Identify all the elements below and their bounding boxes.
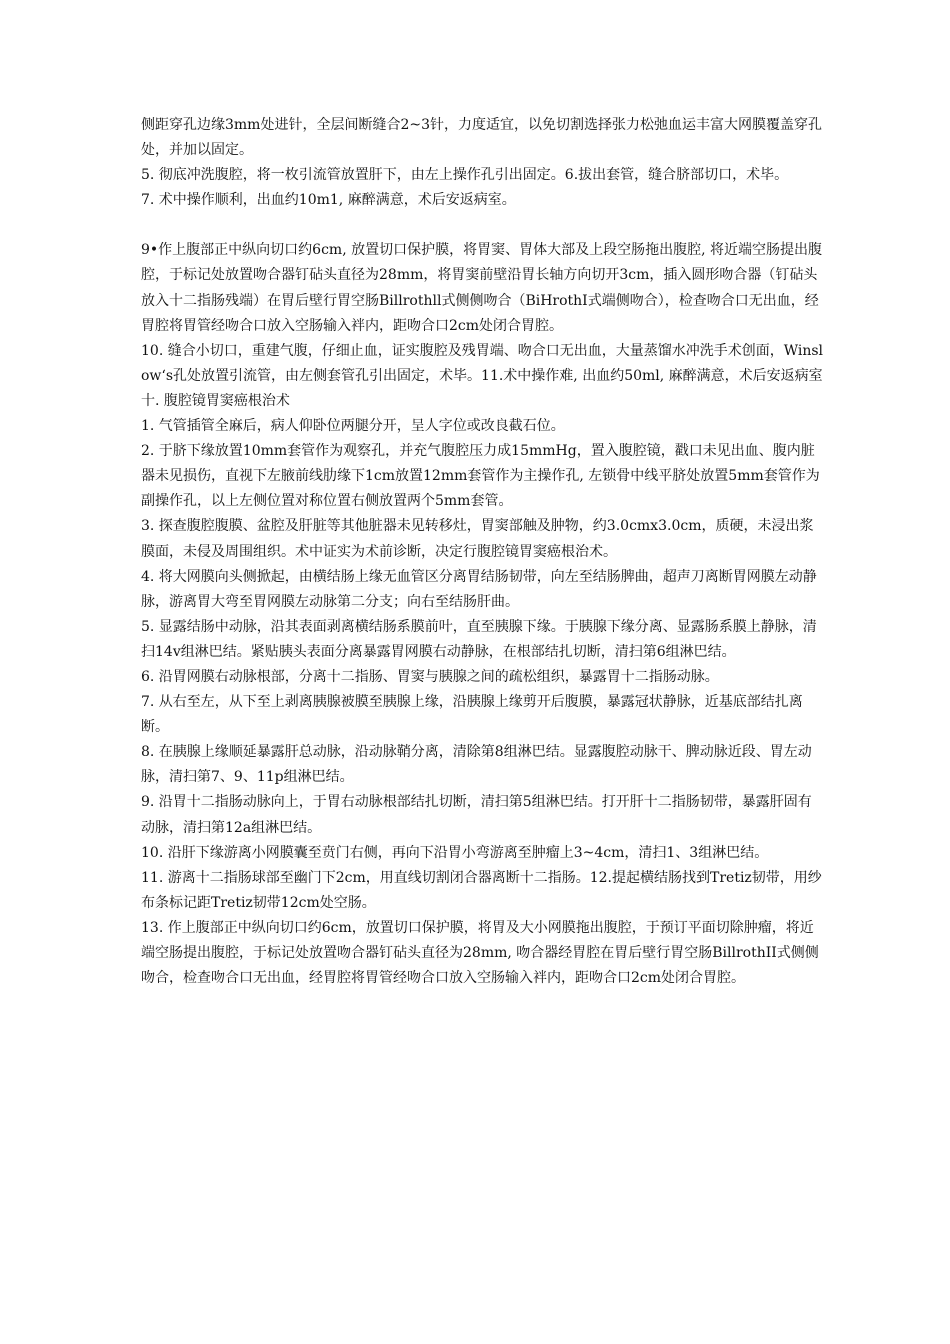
section-heading: 十. 腹腔镜胃窦癌根治术 <box>141 392 290 409</box>
paragraph-item-4: 4. 将大网膜向头侧掀起，由横结肠上缘无血管区分离胃结肠韧带，向左至结肠脾曲，超声刀离断胃网膜左动静脉，游离胃大弯至胃网膜左动脉第二分支；向右至结肠肝曲。 <box>141 568 817 610</box>
paragraph-suture-perforation: 侧距穿孔边缘3mm处进针，全层间断缝合2~3针，力度适宜，以免切割选择张力松弛血运丰富大网膜覆盖穿孔处，并加以固定。 <box>141 117 823 159</box>
document-body <box>141 113 824 991</box>
paragraph-item-10: 10. 沿肝下缘游离小网膜囊至贲门右侧，再向下沿胃小弯游离至肿瘤上3~4cm，清扫1、3组淋巴结。 <box>141 844 769 861</box>
paragraph-step-5-6: 5. 彻底冲洗腹腔，将一枚引流管放置肝下，由左上操作孔引出固定。6.拔出套管，缝合脐部切口，术毕。 <box>141 167 789 184</box>
paragraph-item-6: 6. 沿胃网膜右动脉根部，分离十二指肠、胃窦与胰腺之间的疏松组织，暴露胃十二指肠动脉。 <box>141 668 719 685</box>
paragraph-item-8: 8. 在胰腺上缘顺延暴露肝总动脉，沿动脉鞘分离，清除第8组淋巴结。显露腹腔动脉干、脾动脉近段、胃左动脉，清扫第7、9、11p组淋巴结。 <box>141 744 812 786</box>
paragraph-gap <box>141 213 824 238</box>
paragraph-step-10-11: 10. 缝合小切口，重建气腹，仔细止血，证实腹腔及残胃端、吻合口无出血，大量蒸馏水冲洗手术创面，Winslow‘s孔处放置引流管，由左侧套管孔引出固定，术毕。11.术中操作难, 出血约50ml, 麻醉满意，术后安返病室 <box>141 342 824 384</box>
paragraph-item-7: 7. 从右至左，从下至上剥离胰腺被膜至胰腺上缘，沿胰腺上缘剪开后腹膜，暴露冠状静脉，近基底部结扎离断。 <box>141 694 803 736</box>
paragraph-step-7: 7. 术中操作顺利，出血约10m1, 麻醉满意，术后安返病室。 <box>141 192 516 209</box>
paragraph-item-9: 9. 沿胃十二指肠动脉向上，于胃右动脉根部结扎切断，清扫第5组淋巴结。打开肝十二指肠韧带，暴露肝固有动脉，清扫第12a组淋巴结。 <box>141 794 812 836</box>
paragraph-step-9: 9•作上腹部正中纵向切口约6cm, 放置切口保护膜，将胃窦、胃体大部及上段空肠拖出腹腔, 将近端空肠提出腹腔，于标记处放置吻合器钉砧头直径为28mm，将胃窦前壁沿胃长轴方向切开3cm，插入圆形吻合器（钉砧头放入十二指肠残端）在胃后壁行胃空肠Billrothll式侧侧吻合（BiHrothI式端侧吻合），检查吻合口无出血，经胃腔将胃管经吻合口放入空肠输入袢内，距吻合口2cm处闭合胃腔。 <box>141 242 822 334</box>
paragraph-item-5: 5. 显露结肠中动脉，沿其表面剥离横结肠系膜前叶，直至胰腺下缘。于胰腺下缘分离、显露肠系膜上静脉，清扫14v组淋巴结。紧贴胰头表面分离暴露胃网膜右动静脉，在根部结扎切断，清扫第6组淋巴结。 <box>141 618 817 660</box>
paragraph-item-13: 13. 作上腹部正中纵向切口约6cm，放置切口保护膜，将胃及大小网膜拖出腹腔，于预订平面切除肿瘤，将近端空肠提出腹腔，于标记处放置吻合器钉砧头直径为28mm, 吻合器经胃腔在胃后壁行胃空肠BillrothII式侧侧吻合，检查吻合口无出血，经胃腔将胃管经吻合口放入空肠输入袢内，距吻合口2cm处闭合胃腔。 <box>141 919 819 987</box>
paragraph-item-3: 3. 探查腹腔腹膜、盆腔及肝脏等其他脏器未见转移灶，胃窦部触及肿物，约3.0cmx3.0cm，质硬，未浸出浆膜面，未侵及周围组织。术中证实为术前诊断，决定行腹腔镜胃窦癌根治术。 <box>141 518 814 560</box>
paragraph-item-11-12: 11. 游离十二指肠球部至幽门下2cm，用直线切割闭合器离断十二指肠。12.提起横结肠找到Tretiz韧带，用纱布条标记距Tretiz韧带12cm处空肠。 <box>141 869 822 911</box>
paragraph-item-2: 2. 于脐下缘放置10mm套管作为观察孔，并充气腹腔压力成15mmHg，置入腹腔镜，戳口未见出血、腹内脏器未见损伤，直视下左腋前线肋缘下1cm放置12mm套管作为主操作孔, 左锁骨中线平脐处放置5mm套管作为副操作孔，以上左侧位置对称位置右侧放置两个5mm套管。 <box>141 443 820 510</box>
paragraph-item-1: 1. 气管插管全麻后，病人仰卧位两腿分开，呈人字位或改良截石位。 <box>141 418 565 435</box>
